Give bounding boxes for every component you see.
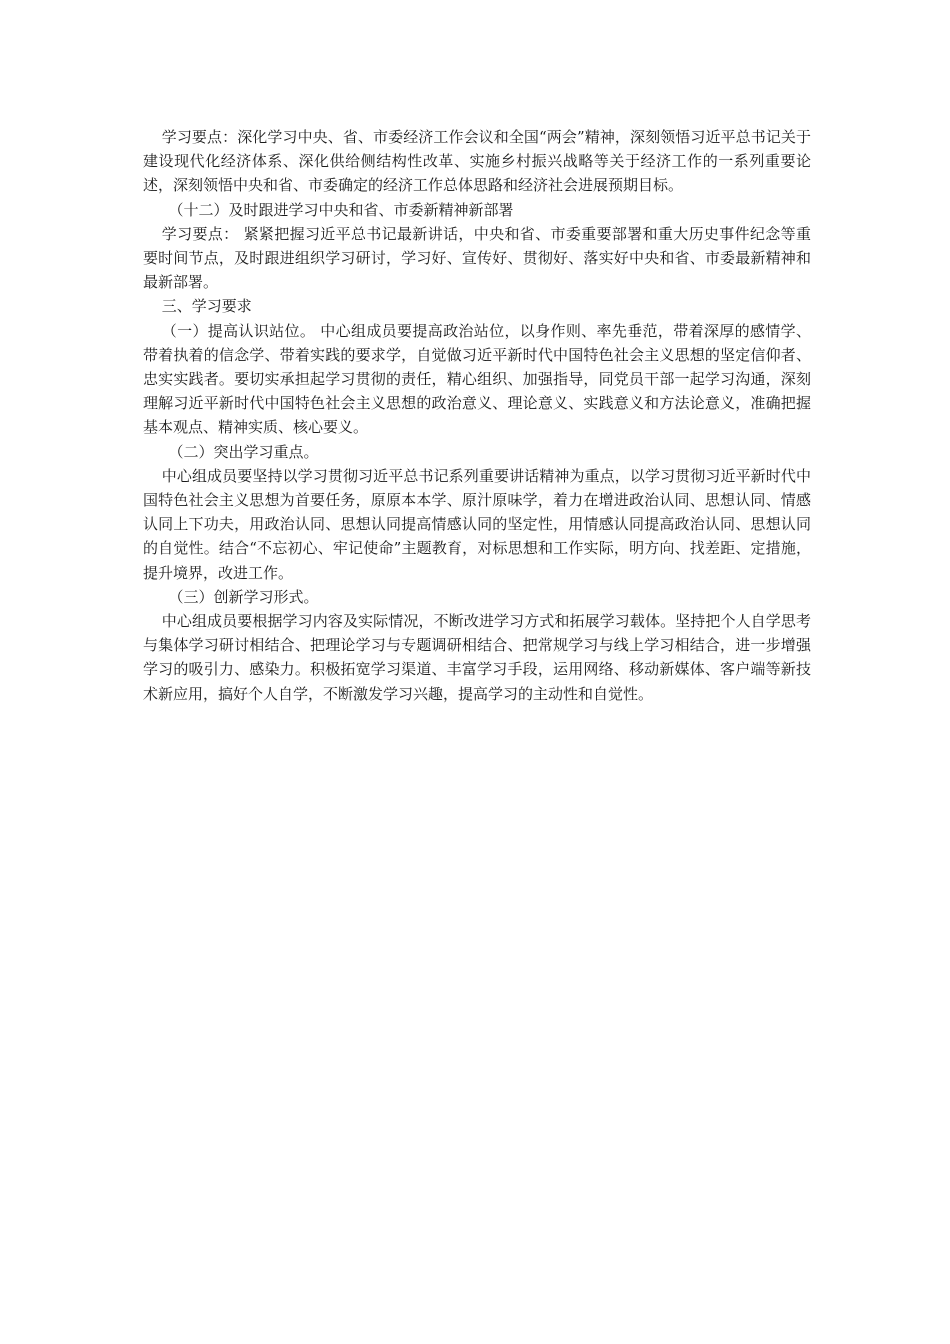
paragraph-raise-awareness: （一）提高认识站位。 中心组成员要提高政治站位，以身作则、率先垂范，带着深厚的感情学、带着执着的信念学、带着实践的要求学，自觉做习近平新时代中国特色社会主义思想的坚定信仰者、忠实实践者。要切实承担起学习贯彻的责任，精心组织、加强指导，同党员干部一起学习沟通，深刻理解习近平新时代中国特色社会主义思想的政治意义、理论意义、实践意义和方法论意义，准确把握基本观点、精神实质、核心要义。 <box>143 321 811 437</box>
subheading-highlight-focus: （二）突出学习重点。 <box>168 442 319 461</box>
paragraph-highlight-focus: 中心组成员要坚持以学习贯彻习近平总书记系列重要讲话精神为重点，以学习贯彻习近平新时代中国特色社会主义思想为首要任务，原原本本学、原汁原味学，着力在增进政治认同、思想认同、情感认同上下功夫，用政治认同、思想认同提高情感认同的坚定性，用情感认同提高政治认同、思想认同的自觉性。结合“不忘初心、牢记使命”主题教育，对标思想和工作实际，明方向、找差距、定措施，提升境界，改进工作。 <box>143 466 811 582</box>
subheading-follow-up-study: （十二）及时跟进学习中央和省、市委新精神新部署 <box>168 200 514 219</box>
paragraph-economic-work-key-points: 学习要点：深化学习中央、省、市委经济工作会议和全国“两会”精神，深刻领悟习近平总书记关于建设现代化经济体系、深化供给侧结构性改革、实施乡村振兴战略等关于经济工作的一系列重要论述，深刻领悟中央和省、市委确定的经济工作总体思路和经济社会进展预期目标。 <box>143 128 811 195</box>
paragraph-innovate-forms: 中心组成员要根据学习内容及实际情况，不断改进学习方式和拓展学习载体。坚持把个人自学思考与集体学习研讨相结合、把理论学习与专题调研相结合、把常规学习与线上学习相结合，进一步增强学习的吸引力、感染力。积极拓宽学习渠道、丰富学习手段，运用网络、移动新媒体、客户端等新技术新应用，搞好个人自学，不断激发学习兴趣，提高学习的主动性和自觉性。 <box>143 612 811 703</box>
section-heading-study-requirements: 三、学习要求 <box>161 297 252 316</box>
paragraph-follow-up-key-points: 学习要点： 紧紧把握习近平总书记最新讲话，中央和省、市委重要部署和重大历史事件纪念等重要时间节点，及时跟进组织学习研讨，学习好、宣传好、贯彻好、落实好中央和省、市委最新精神和最新部署。 <box>143 224 811 292</box>
document-body <box>143 125 811 706</box>
subheading-innovate-forms: （三）创新学习形式。 <box>168 587 319 606</box>
